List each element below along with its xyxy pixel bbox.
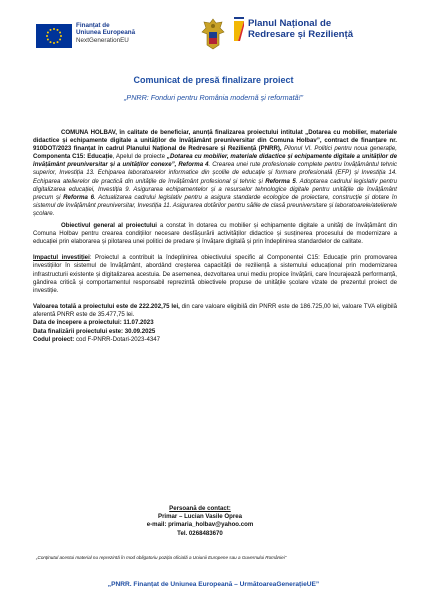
objective-label: Obiectivul general al proiectului xyxy=(61,222,157,230)
component-text: Componenta C15: Educație xyxy=(33,153,113,161)
reform-6-label: Reforma 6 xyxy=(63,193,94,201)
project-code-label: Codul proiect: xyxy=(33,335,75,343)
start-date: Data de începere a proiectului: 11.07.2023 xyxy=(33,319,154,327)
reform-6-text: . Actualizarea cadrului legislativ pentru a asigura standarde ecologice de proiectare, construcție și dotare în sistemul de învățământ preuniversitar, Investiția 11. Asigurarea dotărilor pentru sălile de clasă preuniversitare și laboratoarele/atelierele școlare. xyxy=(33,193,397,217)
reform-5-text: . Adoptarea cadrului legislativ pentru digitalizarea educației, Investiția 9. Asigurarea echipamentelor și a resurselor tehnologice digitale pentru unitățile de învățământ precum și xyxy=(33,177,397,201)
pnrr-logo xyxy=(232,14,427,50)
objective-text: a constat în dotarea cu mobilier și echipamente digitale a unități de învățământ din Comuna Holbav pentru crearea condițiilor necesare desfășurării activităților didactice și susținerea procesului de modernizare a educației prin elaborarea și pilotarea unei politici de predare și învățare digitală și prin îndeplinirea standardelor de calitate. xyxy=(33,222,397,246)
eu-logo-line2: Uniunea Europeană xyxy=(76,29,136,37)
reform-5-label: Reforma 5 xyxy=(265,177,296,185)
project-title: Dotarea cu mobilier, materiale didactice și echipamente digitale a unităților de învățământ preuniversitar din Comuna Holbav xyxy=(33,129,397,145)
project-values xyxy=(33,303,397,344)
beneficiary-name: COMUNA HOLBAV, în calitate de beneficiar, anunță finalizarea proiectului intitulat „ xyxy=(61,129,309,136)
page-subtitle: „PNRR: Fonduri pentru România modernă și reformată!” xyxy=(124,93,303,102)
pnrr-logo-line1: Planul Național de xyxy=(248,18,332,29)
objective-paragraph xyxy=(33,222,397,246)
eu-funding-logo xyxy=(36,22,146,50)
contact-phone: Tel. 0268483670 xyxy=(177,529,223,537)
call-title: „Dotarea cu mobilier, materiale didactice și echipamente digitale a unităților de învățământ preuniversitar și a unităților conexe”, xyxy=(33,153,398,169)
end-date: Data finalizării proiectului este: 30.09.2025 xyxy=(33,327,156,335)
contact-name: Primar – Lucian Vasile Oprea xyxy=(158,513,242,521)
contact-email: e-mail: primaria_holbav@yahoo.com xyxy=(146,521,254,529)
impact-label: Impactul investiției xyxy=(33,254,90,262)
pnrr-logo-line2: Redresare și Reziliență xyxy=(248,29,354,40)
project-intro-paragraph xyxy=(33,129,397,218)
pnrr-mark-icon xyxy=(232,16,246,42)
page-title: Comunicat de presă finalizare proiect xyxy=(133,75,294,85)
project-code-value: cod F-PNRR-Dotari-2023-4347 xyxy=(74,335,160,343)
contract-details: ”, contract de finanțare nr. 910DOT/2023 finanțat în cadrul Planului Național de Redresare și Reziliență (PNRR), xyxy=(33,137,397,153)
footer-slogan: „PNRR. Finanțat de Uniunea Europeană – UrmătoareaGenerațieUE” xyxy=(107,581,320,588)
disclaimer: „Conținutul acestui material nu reprezintă în mod obligatoriu poziția oficială a Uniunii Europene sau a Guvernului României” xyxy=(36,555,287,560)
impact-paragraph xyxy=(33,254,397,294)
eu-logo-line1: Finanțat de xyxy=(76,22,110,29)
total-value: Valoarea totală a proiectului este de 222.202,75 lei, xyxy=(33,302,180,310)
reform-4-label: Reforma 4 xyxy=(178,161,209,169)
page-header xyxy=(0,0,427,60)
press-release-body xyxy=(33,129,397,344)
pillar-text: Pilonul VI. Politici pentru noua generație, xyxy=(283,145,397,153)
contact-label: Persoană de contact: xyxy=(169,505,231,512)
eu-logo-line3: NextGenerationEU xyxy=(76,36,129,44)
eu-flag-icon xyxy=(36,24,72,48)
contact-block xyxy=(100,505,300,538)
impact-text: : Proiectul a contribuit la îndeplinirea obiectivului specific al Componentei C15: Educație prin promovarea investițiilor în sistemul de învățământ, abordând creșterea capacității de reziliență a sistemului educațional prin modernizarea infrastructurii existente și digitalizarea acestuia. De asemenea, dezvoltarea unui mediu propice învățării, care încurajează performanță, gândirea critică și comportamentul responsabil reprezintă obiectivele propuse de unitățile școlare vizate de prezentul proiect de investiție. xyxy=(33,254,397,294)
romanian-government-coat-of-arms-icon xyxy=(200,17,226,51)
eligible-value: din care valoare eligibilă din PNRR este de 186.725,00 lei, valoare TVA eligibilă aferentă PNRR este de 35.477,75 lei. xyxy=(33,302,397,319)
call-label: , Apelul de proiecte xyxy=(112,153,167,161)
reform-4-text: . Crearea unei rute profesionale complete pentru învățământul tehnic superior, Investiția 13. Echiparea laboratoarelor informatice din școlile de educație și formare profesională (EFP) și Investiția 14. Echiparea atelierelor de practică din unitățile de învățământ profesional și tehnic și xyxy=(33,161,397,185)
